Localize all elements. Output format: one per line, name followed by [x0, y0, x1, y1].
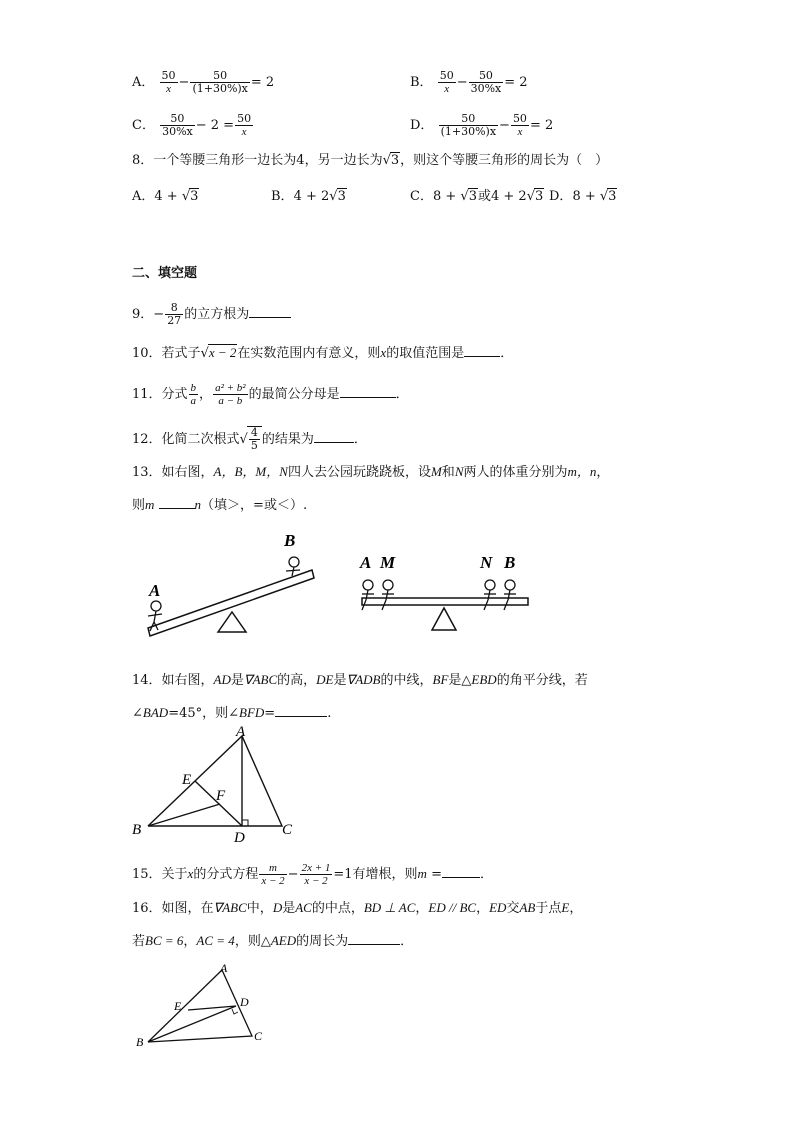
svg-text:B: B: [132, 822, 142, 838]
q16-line1: 16．如图，在∇ABC中，D是AC的中点，BD ⊥ AC，ED // BC，ED交AB于点E，: [132, 900, 583, 916]
q16-answer-blank[interactable]: [348, 932, 400, 945]
q15-answer-blank[interactable]: [442, 865, 480, 878]
q7-option-c[interactable]: C． $\frac{50}{30\%x}$ − 2 = $\frac{50}{x}$: [132, 112, 252, 138]
triangle-aed-figure: [132, 960, 272, 1052]
svg-text:B: B: [136, 1035, 144, 1049]
q13-answer-blank[interactable]: [159, 496, 195, 509]
q8-option-d[interactable]: D．8 + √3: [549, 189, 617, 204]
q8-option-a[interactable]: A．4 + √3: [132, 189, 199, 204]
q8-option-c[interactable]: C．8 + √3或4 + 2√3: [410, 189, 544, 204]
svg-text:C: C: [254, 1029, 263, 1043]
q10: 10．若式子√x − 2在实数范围内有意义，则x的取值范围是 ．: [132, 345, 514, 361]
q14-answer-blank[interactable]: [275, 704, 327, 717]
label-a: A: [149, 581, 161, 600]
q10-answer-blank[interactable]: [464, 344, 500, 357]
q9: 9．− $\frac{8}{27}$ 的立方根为: [132, 302, 291, 327]
q12: 12．化简二次根式√ $\frac{4}{5}$ 的结果为 ．: [132, 426, 367, 452]
q11-answer-blank[interactable]: [340, 385, 396, 398]
person-b-icon: [286, 557, 300, 576]
label-b: B: [284, 531, 296, 550]
q13-line2: 则m n（填＞，=或＜）.: [132, 497, 308, 513]
q12-answer-blank[interactable]: [314, 430, 354, 443]
q14-line2: ∠BAD=45°，则∠BFD= .: [132, 705, 332, 721]
svg-text:A: A: [220, 961, 228, 975]
svg-text:E: E: [182, 772, 192, 788]
q8-option-b[interactable]: B．4 + 2√3: [271, 189, 346, 204]
svg-text:M: M: [380, 553, 396, 572]
section-title: 二、填空题: [132, 266, 198, 281]
seesaw-figure: [140, 528, 540, 640]
svg-text:N: N: [480, 553, 493, 572]
q11: 11．分式 $\frac{b}{a}$ ， $\frac{\text{a² + b²}}{a - b}$ 的最简公分母是 ．: [132, 382, 409, 407]
q7-option-b[interactable]: B． $\frac{50}{x}$ − $\frac{50}{30\%x}$ = 2: [410, 69, 528, 95]
q13-line1: 13．如右图，A，B，M，N四人去公园玩跷跷板，设M和N两人的体重分别为m，n，: [132, 464, 610, 480]
svg-text:E: E: [174, 999, 182, 1013]
q7-option-d[interactable]: D． $\frac{50}{(1+30\%)x}$ − $\frac{50}{x}$ = 2: [410, 112, 554, 138]
svg-text:A: A: [360, 553, 372, 572]
svg-text:A: A: [236, 726, 246, 740]
q16-line2: 若BC = 6，AC = 4，则△AED的周长为 ．: [132, 933, 414, 949]
q14-line1: 14．如右图，AD是∇ABC的高，DE是∇ADB的中线，BF是△EBD的角平分线，若: [132, 672, 588, 688]
q9-answer-blank[interactable]: [249, 305, 291, 318]
svg-text:C: C: [282, 822, 293, 838]
svg-text:D: D: [240, 995, 249, 1009]
svg-text:B: B: [504, 553, 516, 572]
svg-text:F: F: [216, 788, 226, 804]
q7-option-a[interactable]: A． $\frac{50}{x}$ − $\frac{50}{(1+30\%)x}$ = 2: [132, 69, 275, 95]
svg-text:D: D: [234, 830, 245, 844]
q8-stem: 8．一个等腰三角形一边长为4，另一边长为√3，则这个等腰三角形的周长为（ ）: [132, 153, 609, 168]
q15: 15．关于x的分式方程 $\frac{m}{x - 2}$ − $\frac{2x + 1}{x - 2}$ =1有增根，则m = ．: [132, 862, 493, 887]
triangle-abc-figure: [130, 726, 310, 844]
